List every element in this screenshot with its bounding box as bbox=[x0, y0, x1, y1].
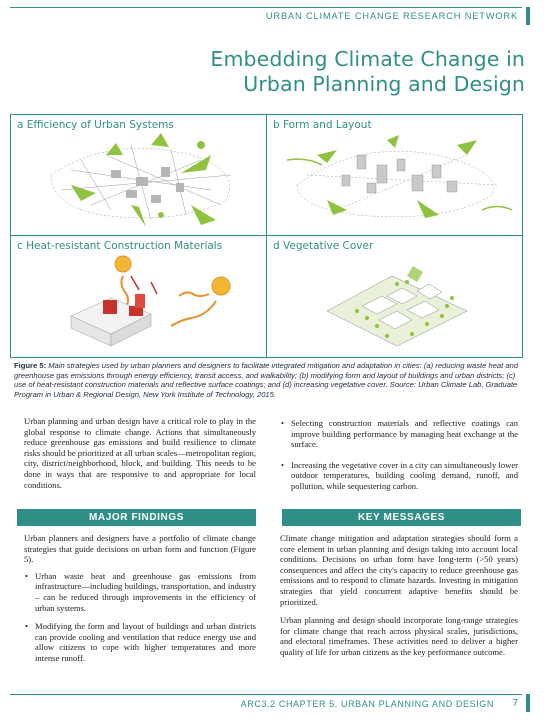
key-message-paragraph-1: Climate change mitigation and adaptation strategies should form a core element in urban planning and design taking into account local conditions. Decisions on urban form have long-term (>50 years) consequences and affect the city's capacity to reduce greenhouse gas emissions and to respond to climate hazards. Investing in mitigation strategies that yield concurrent adaptive benefits should be prioritized. bbox=[280, 533, 518, 607]
running-header bbox=[10, 7, 522, 25]
figure-5 bbox=[10, 114, 523, 358]
vegetative-cover-illustration bbox=[267, 236, 522, 356]
key-messages-heading: KEY MESSAGES bbox=[357, 512, 446, 523]
strategy-list bbox=[280, 418, 518, 492]
title-line-2: Urban Planning and Design bbox=[243, 72, 525, 96]
intro-paragraph: Urban planning and urban design have a critical role to play in the global response to climate change. Actions that simultaneously reduce greenhouse gas emissions and build resilience to climate risks should be prioritized at all urban scales—metropolitan region, city, district/neighborhood, block, and building. This needs to be done in ways that are responsive to and appropriate for local conditions. bbox=[24, 416, 256, 490]
left-column-findings bbox=[24, 533, 256, 672]
key-message-paragraph-2: Urban planning and design should incorporate long-range strategies for climate change that reach across physical scales, jurisdictions, and electoral timeframes. These activities need to deliver a higher quality of life for urban citizens as the key performance outcome. bbox=[280, 615, 518, 657]
left-column-intro bbox=[24, 416, 256, 496]
caption-text: Main strategies used by urban planners and designers to facilitate integrated mitigation and adaptation in cities: (a) reducing waste heat and greenhouse gas emissions through energy efficiency, transit access, and walkability; (b) modifying form and layout of buildings and urban districts; (c) use of heat-resistant construction materials and reflective surface coatings; and (d) increasing vegetative cover. Source: Urban Climate Lab, Graduate Program in Urban & Regional Design, New York Institute of Technology, 2015. bbox=[14, 361, 519, 399]
panel-a-label: a Efficiency of Urban Systems bbox=[17, 119, 174, 131]
panel-c bbox=[11, 236, 266, 356]
panel-d-label: d Vegetative Cover bbox=[273, 240, 374, 252]
findings-list bbox=[24, 571, 256, 664]
key-messages-banner bbox=[282, 509, 521, 526]
finding-item: • Modifying the form and layout of buildings and urban districts can provide cooling and ventilation that reduce energy use and allow citizens to cope with higher temperatures and more intense runoff. bbox=[24, 621, 256, 663]
finding-item: • Urban waste heat and greenhouse gas emissions from infrastructure—including buildings, transportation, and industry – can be reduced through improvements in the efficiency of urban systems. bbox=[24, 571, 256, 613]
network-name: URBAN CLIMATE CHANGE RESEARCH NETWORK bbox=[265, 11, 518, 21]
running-footer bbox=[10, 694, 522, 712]
figure-caption bbox=[14, 361, 526, 399]
major-findings-banner bbox=[17, 509, 256, 526]
heat-resistant-materials-illustration bbox=[11, 236, 266, 356]
right-column-messages bbox=[280, 533, 518, 664]
header-accent-bar bbox=[526, 7, 530, 25]
findings-intro: Urban planners and designers have a portfolio of climate change strategies that guide decisions on urban form and function (Figure 5). bbox=[24, 533, 256, 565]
form-layout-illustration bbox=[267, 115, 522, 235]
strategy-item: • Selecting construction materials and reflective coatings can improve building performance by managing heat exchange at the surface. bbox=[280, 418, 518, 450]
chapter-title: ARC3.2 CHAPTER 5. URBAN PLANNING AND DESIGN bbox=[240, 699, 494, 709]
panel-a bbox=[11, 115, 266, 235]
right-column-bullets bbox=[280, 418, 518, 500]
panel-d bbox=[267, 236, 522, 356]
panel-c-label: c Heat-resistant Construction Materials bbox=[17, 240, 223, 252]
major-findings-heading: MAJOR FINDINGS bbox=[88, 512, 185, 523]
panel-b-label: b Form and Layout bbox=[273, 119, 372, 131]
urban-systems-illustration bbox=[11, 115, 266, 235]
footer-accent-bar bbox=[526, 694, 530, 712]
caption-label: Figure 5: bbox=[14, 361, 47, 370]
page-title bbox=[150, 47, 525, 97]
page-number: 7 bbox=[512, 698, 518, 709]
title-line-1: Embedding Climate Change in bbox=[210, 47, 525, 71]
strategy-item: • Increasing the vegetative cover in a city can simultaneously lower outdoor temperatures, building cooling demand, runoff, and pollution, while sequestering carbon. bbox=[280, 460, 518, 492]
panel-b bbox=[267, 115, 522, 235]
